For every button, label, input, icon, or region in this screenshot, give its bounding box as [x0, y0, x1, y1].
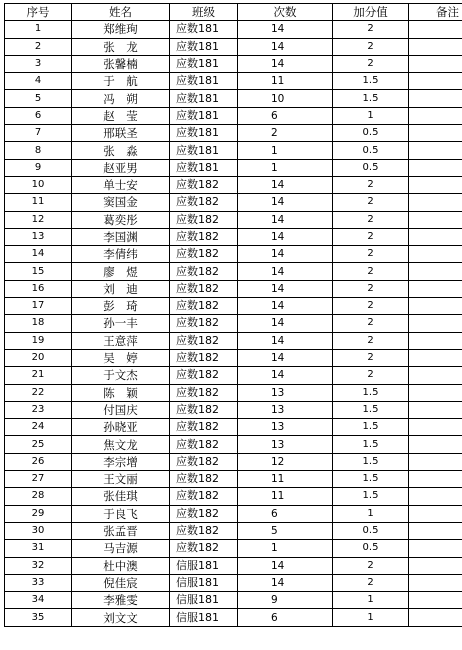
bonus-value: 1.5 [333, 90, 409, 107]
attendance-count: 14 [238, 280, 333, 297]
row-index: 29 [5, 505, 72, 522]
attendance-count: 13 [238, 384, 333, 401]
table-row [5, 228, 462, 245]
table-row [5, 522, 462, 539]
class-name: 应数182 [170, 246, 238, 263]
bonus-value: 1 [333, 107, 409, 124]
table-row [5, 55, 462, 72]
class-name: 信服181 [170, 574, 238, 591]
class-name: 应数182 [170, 436, 238, 453]
row-index: 21 [5, 367, 72, 384]
attendance-count: 14 [238, 349, 333, 366]
bonus-value: 1 [333, 505, 409, 522]
table-row [5, 38, 462, 55]
row-index: 35 [5, 609, 72, 626]
student-name: 张孟晋 [72, 522, 170, 539]
remark [409, 298, 462, 315]
bonus-value: 1.5 [333, 453, 409, 470]
row-index: 17 [5, 298, 72, 315]
remark [409, 125, 462, 142]
remark [409, 176, 462, 193]
table-row [5, 176, 462, 193]
row-index: 31 [5, 540, 72, 557]
header-bonus: 加分值 [333, 4, 409, 21]
bonus-value: 0.5 [333, 540, 409, 557]
row-index: 10 [5, 176, 72, 193]
attendance-count: 11 [238, 471, 333, 488]
student-name: 赵亚男 [72, 159, 170, 176]
student-name: 张佳琪 [72, 488, 170, 505]
class-name: 应数182 [170, 522, 238, 539]
student-name: 于良飞 [72, 505, 170, 522]
student-name: 郑维珣 [72, 21, 170, 38]
table-row [5, 125, 462, 142]
remark [409, 401, 462, 418]
attendance-count: 11 [238, 488, 333, 505]
attendance-count: 14 [238, 315, 333, 332]
class-name: 信服181 [170, 592, 238, 609]
class-name: 应数182 [170, 263, 238, 280]
bonus-value: 2 [333, 38, 409, 55]
bonus-value: 2 [333, 263, 409, 280]
attendance-count: 14 [238, 298, 333, 315]
bonus-value: 0.5 [333, 125, 409, 142]
bonus-table [4, 3, 462, 627]
attendance-count: 14 [238, 211, 333, 228]
attendance-count: 10 [238, 90, 333, 107]
class-name: 应数182 [170, 228, 238, 245]
student-name: 李国渊 [72, 228, 170, 245]
class-name: 应数182 [170, 384, 238, 401]
student-name: 于 航 [72, 73, 170, 90]
remark [409, 211, 462, 228]
student-name: 彭 琦 [72, 298, 170, 315]
table-row [5, 488, 462, 505]
class-name: 应数181 [170, 38, 238, 55]
remark [409, 228, 462, 245]
row-index: 32 [5, 557, 72, 574]
attendance-count: 13 [238, 401, 333, 418]
remark [409, 557, 462, 574]
remark [409, 142, 462, 159]
remark [409, 159, 462, 176]
student-name: 冯 朔 [72, 90, 170, 107]
attendance-count: 14 [238, 194, 333, 211]
class-name: 应数181 [170, 73, 238, 90]
attendance-count: 14 [238, 263, 333, 280]
row-index: 33 [5, 574, 72, 591]
attendance-count: 14 [238, 557, 333, 574]
attendance-count: 14 [238, 228, 333, 245]
remark [409, 38, 462, 55]
table-row [5, 453, 462, 470]
class-name: 应数182 [170, 332, 238, 349]
student-name: 杜中澳 [72, 557, 170, 574]
class-name: 应数181 [170, 21, 238, 38]
row-index: 9 [5, 159, 72, 176]
bonus-value: 0.5 [333, 159, 409, 176]
class-name: 应数182 [170, 194, 238, 211]
row-index: 13 [5, 228, 72, 245]
remark [409, 55, 462, 72]
bonus-value: 2 [333, 228, 409, 245]
table-row [5, 280, 462, 297]
header-row [5, 4, 462, 21]
class-name: 应数182 [170, 471, 238, 488]
attendance-count: 13 [238, 419, 333, 436]
bonus-value: 2 [333, 557, 409, 574]
remark [409, 384, 462, 401]
row-index: 34 [5, 592, 72, 609]
bonus-value: 1.5 [333, 401, 409, 418]
row-index: 26 [5, 453, 72, 470]
student-name: 刘 迪 [72, 280, 170, 297]
student-name: 于文杰 [72, 367, 170, 384]
table-row [5, 540, 462, 557]
student-name: 吴 婷 [72, 349, 170, 366]
header-count: 次数 [238, 4, 333, 21]
class-name: 应数182 [170, 211, 238, 228]
row-index: 3 [5, 55, 72, 72]
score-sheet [4, 3, 460, 627]
row-index: 24 [5, 419, 72, 436]
student-name: 赵 莹 [72, 107, 170, 124]
row-index: 12 [5, 211, 72, 228]
bonus-value: 2 [333, 21, 409, 38]
attendance-count: 14 [238, 332, 333, 349]
student-name: 付国庆 [72, 401, 170, 418]
attendance-count: 12 [238, 453, 333, 470]
class-name: 应数182 [170, 280, 238, 297]
class-name: 应数181 [170, 159, 238, 176]
attendance-count: 1 [238, 142, 333, 159]
remark [409, 471, 462, 488]
class-name: 信服181 [170, 557, 238, 574]
student-name: 马吉源 [72, 540, 170, 557]
attendance-count: 11 [238, 73, 333, 90]
bonus-value: 0.5 [333, 142, 409, 159]
class-name: 应数182 [170, 419, 238, 436]
bonus-value: 2 [333, 55, 409, 72]
class-name: 应数182 [170, 349, 238, 366]
student-name: 李宗增 [72, 453, 170, 470]
row-index: 18 [5, 315, 72, 332]
attendance-count: 14 [238, 246, 333, 263]
remark [409, 453, 462, 470]
student-name: 刘文文 [72, 609, 170, 626]
attendance-count: 1 [238, 159, 333, 176]
class-name: 应数181 [170, 90, 238, 107]
attendance-count: 14 [238, 367, 333, 384]
remark [409, 107, 462, 124]
bonus-value: 1.5 [333, 384, 409, 401]
student-name: 张 淼 [72, 142, 170, 159]
header-note: 备注 [409, 4, 462, 21]
class-name: 应数182 [170, 488, 238, 505]
attendance-count: 6 [238, 107, 333, 124]
table-row [5, 609, 462, 626]
table-row [5, 194, 462, 211]
remark [409, 280, 462, 297]
student-name: 张 龙 [72, 38, 170, 55]
header-name: 姓名 [72, 4, 170, 21]
bonus-value: 1.5 [333, 488, 409, 505]
class-name: 应数182 [170, 401, 238, 418]
class-name: 信服181 [170, 609, 238, 626]
student-name: 李雅雯 [72, 592, 170, 609]
student-name: 王文丽 [72, 471, 170, 488]
bonus-value: 1.5 [333, 73, 409, 90]
remark [409, 367, 462, 384]
bonus-value: 2 [333, 315, 409, 332]
student-name: 孙晓亚 [72, 419, 170, 436]
remark [409, 194, 462, 211]
student-name: 倪佳宸 [72, 574, 170, 591]
bonus-value: 2 [333, 176, 409, 193]
table-row [5, 349, 462, 366]
remark [409, 315, 462, 332]
row-index: 15 [5, 263, 72, 280]
student-name: 单士安 [72, 176, 170, 193]
attendance-count: 14 [238, 38, 333, 55]
remark [409, 522, 462, 539]
bonus-value: 2 [333, 194, 409, 211]
row-index: 8 [5, 142, 72, 159]
bonus-value: 1 [333, 609, 409, 626]
row-index: 23 [5, 401, 72, 418]
row-index: 22 [5, 384, 72, 401]
class-name: 应数182 [170, 367, 238, 384]
table-row [5, 436, 462, 453]
table-row [5, 90, 462, 107]
attendance-count: 14 [238, 55, 333, 72]
remark [409, 540, 462, 557]
row-index: 27 [5, 471, 72, 488]
bonus-value: 2 [333, 349, 409, 366]
remark [409, 505, 462, 522]
student-name: 张馨楠 [72, 55, 170, 72]
class-name: 应数181 [170, 107, 238, 124]
table-row [5, 211, 462, 228]
header-index: 序号 [5, 4, 72, 21]
remark [409, 246, 462, 263]
attendance-count: 14 [238, 574, 333, 591]
table-row [5, 142, 462, 159]
remark [409, 488, 462, 505]
table-row [5, 298, 462, 315]
table-row [5, 107, 462, 124]
attendance-count: 2 [238, 125, 333, 142]
class-name: 应数182 [170, 298, 238, 315]
class-name: 应数182 [170, 453, 238, 470]
class-name: 应数182 [170, 315, 238, 332]
attendance-count: 14 [238, 176, 333, 193]
table-row [5, 592, 462, 609]
bonus-value: 1.5 [333, 471, 409, 488]
row-index: 4 [5, 73, 72, 90]
table-row [5, 367, 462, 384]
remark [409, 592, 462, 609]
remark [409, 349, 462, 366]
table-row [5, 263, 462, 280]
remark [409, 90, 462, 107]
attendance-count: 6 [238, 505, 333, 522]
row-index: 6 [5, 107, 72, 124]
table-row [5, 401, 462, 418]
attendance-count: 5 [238, 522, 333, 539]
table-body [5, 21, 462, 626]
row-index: 7 [5, 125, 72, 142]
remark [409, 263, 462, 280]
table-row [5, 471, 462, 488]
attendance-count: 13 [238, 436, 333, 453]
class-name: 应数182 [170, 540, 238, 557]
bonus-value: 2 [333, 280, 409, 297]
table-row [5, 21, 462, 38]
bonus-value: 2 [333, 332, 409, 349]
bonus-value: 0.5 [333, 522, 409, 539]
remark [409, 436, 462, 453]
table-row [5, 73, 462, 90]
class-name: 应数181 [170, 125, 238, 142]
table-row [5, 574, 462, 591]
row-index: 11 [5, 194, 72, 211]
bonus-value: 2 [333, 211, 409, 228]
remark [409, 73, 462, 90]
student-name: 葛奕彤 [72, 211, 170, 228]
bonus-value: 1.5 [333, 436, 409, 453]
row-index: 5 [5, 90, 72, 107]
class-name: 应数182 [170, 176, 238, 193]
remark [409, 574, 462, 591]
class-name: 应数181 [170, 142, 238, 159]
attendance-count: 1 [238, 540, 333, 557]
student-name: 王意萍 [72, 332, 170, 349]
student-name: 焦文龙 [72, 436, 170, 453]
table-row [5, 384, 462, 401]
class-name: 应数182 [170, 505, 238, 522]
bonus-value: 1 [333, 592, 409, 609]
attendance-count: 6 [238, 609, 333, 626]
row-index: 28 [5, 488, 72, 505]
row-index: 14 [5, 246, 72, 263]
bonus-value: 2 [333, 298, 409, 315]
row-index: 2 [5, 38, 72, 55]
row-index: 19 [5, 332, 72, 349]
attendance-count: 9 [238, 592, 333, 609]
student-name: 陈 颖 [72, 384, 170, 401]
bonus-value: 1.5 [333, 419, 409, 436]
remark [409, 21, 462, 38]
row-index: 1 [5, 21, 72, 38]
remark [409, 419, 462, 436]
table-row [5, 246, 462, 263]
bonus-value: 2 [333, 367, 409, 384]
row-index: 16 [5, 280, 72, 297]
table-row [5, 419, 462, 436]
student-name: 窦国金 [72, 194, 170, 211]
table-row [5, 315, 462, 332]
bonus-value: 2 [333, 574, 409, 591]
row-index: 20 [5, 349, 72, 366]
table-row [5, 159, 462, 176]
student-name: 孙一丰 [72, 315, 170, 332]
table-row [5, 557, 462, 574]
row-index: 25 [5, 436, 72, 453]
remark [409, 332, 462, 349]
remark [409, 609, 462, 626]
header-class: 班级 [170, 4, 238, 21]
bonus-value: 2 [333, 246, 409, 263]
class-name: 应数181 [170, 55, 238, 72]
student-name: 邢联圣 [72, 125, 170, 142]
table-row [5, 332, 462, 349]
table-row [5, 505, 462, 522]
attendance-count: 14 [238, 21, 333, 38]
student-name: 廖 煜 [72, 263, 170, 280]
student-name: 李倩纬 [72, 246, 170, 263]
row-index: 30 [5, 522, 72, 539]
